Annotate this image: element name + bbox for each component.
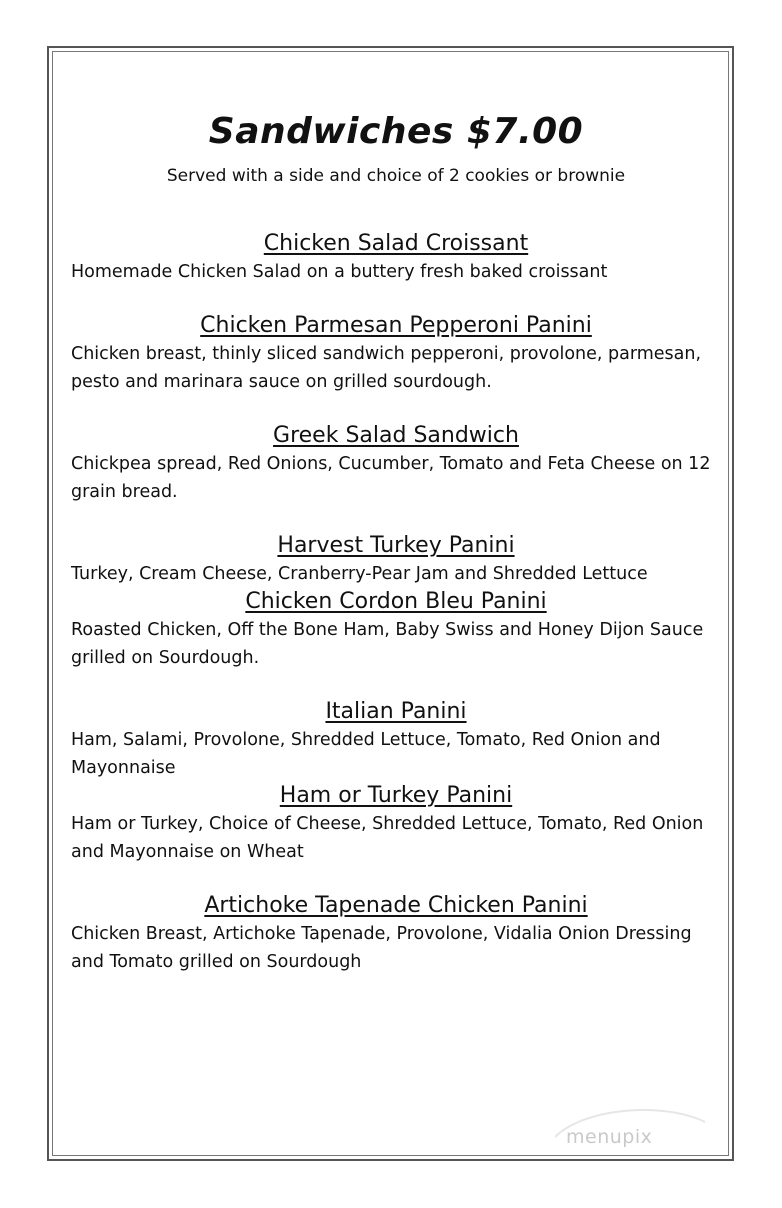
menu-content — [71, 108, 721, 976]
menu-item-name: Harvest Turkey Panini — [277, 533, 515, 558]
menu-item-name: Italian Panini — [325, 699, 467, 724]
menu-item — [71, 588, 721, 672]
menu-item — [71, 532, 721, 588]
menu-item — [71, 312, 721, 396]
menu-item-description: Turkey, Cream Cheese, Cranberry-Pear Jam and Shredded Lettuce — [71, 564, 648, 584]
menu-subtitle: Served with a side and choice of 2 cookies or brownie — [166, 166, 626, 186]
menu-item-name: Ham or Turkey Panini — [279, 783, 513, 808]
menu-item-description: Ham, Salami, Provolone, Shredded Lettuce, Tomato, Red Onion and Mayonnaise — [71, 730, 661, 778]
menu-item-description: Roasted Chicken, Off the Bone Ham, Baby Swiss and Honey Dijon Sauce grilled on Sourdough. — [71, 620, 704, 668]
menu-item — [71, 422, 721, 506]
menu-item-description: Chicken breast, thinly sliced sandwich pepperoni, provolone, parmesan, pesto and marinara sauce on grilled sourdough. — [71, 344, 702, 392]
menu-item-description: Chickpea spread, Red Onions, Cucumber, Tomato and Feta Cheese on 12 grain bread. — [71, 454, 711, 502]
menu-item-description: Ham or Turkey, Choice of Cheese, Shredded Lettuce, Tomato, Red Onion and Mayonnaise on Wheat — [71, 814, 704, 862]
menu-item-description: Chicken Breast, Artichoke Tapenade, Provolone, Vidalia Onion Dressing and Tomato grilled on Sourdough — [71, 924, 692, 972]
menu-item-name: Chicken Parmesan Pepperoni Panini — [200, 313, 592, 338]
menu-title: Sandwiches $7.00 — [208, 111, 584, 152]
menu-item-name: Chicken Cordon Bleu Panini — [245, 589, 547, 614]
watermark-text: menupix — [566, 1126, 653, 1148]
menu-item-description: Homemade Chicken Salad on a buttery fresh baked croissant — [71, 262, 608, 282]
menu-item — [71, 230, 721, 286]
menu-item-name: Artichoke Tapenade Chicken Panini — [204, 893, 588, 918]
menu-item-name: Chicken Salad Croissant — [263, 231, 529, 256]
menu-item — [71, 892, 721, 976]
menu-item — [71, 782, 721, 866]
menu-item — [71, 698, 721, 782]
menu-item-name: Greek Salad Sandwich — [273, 423, 519, 448]
